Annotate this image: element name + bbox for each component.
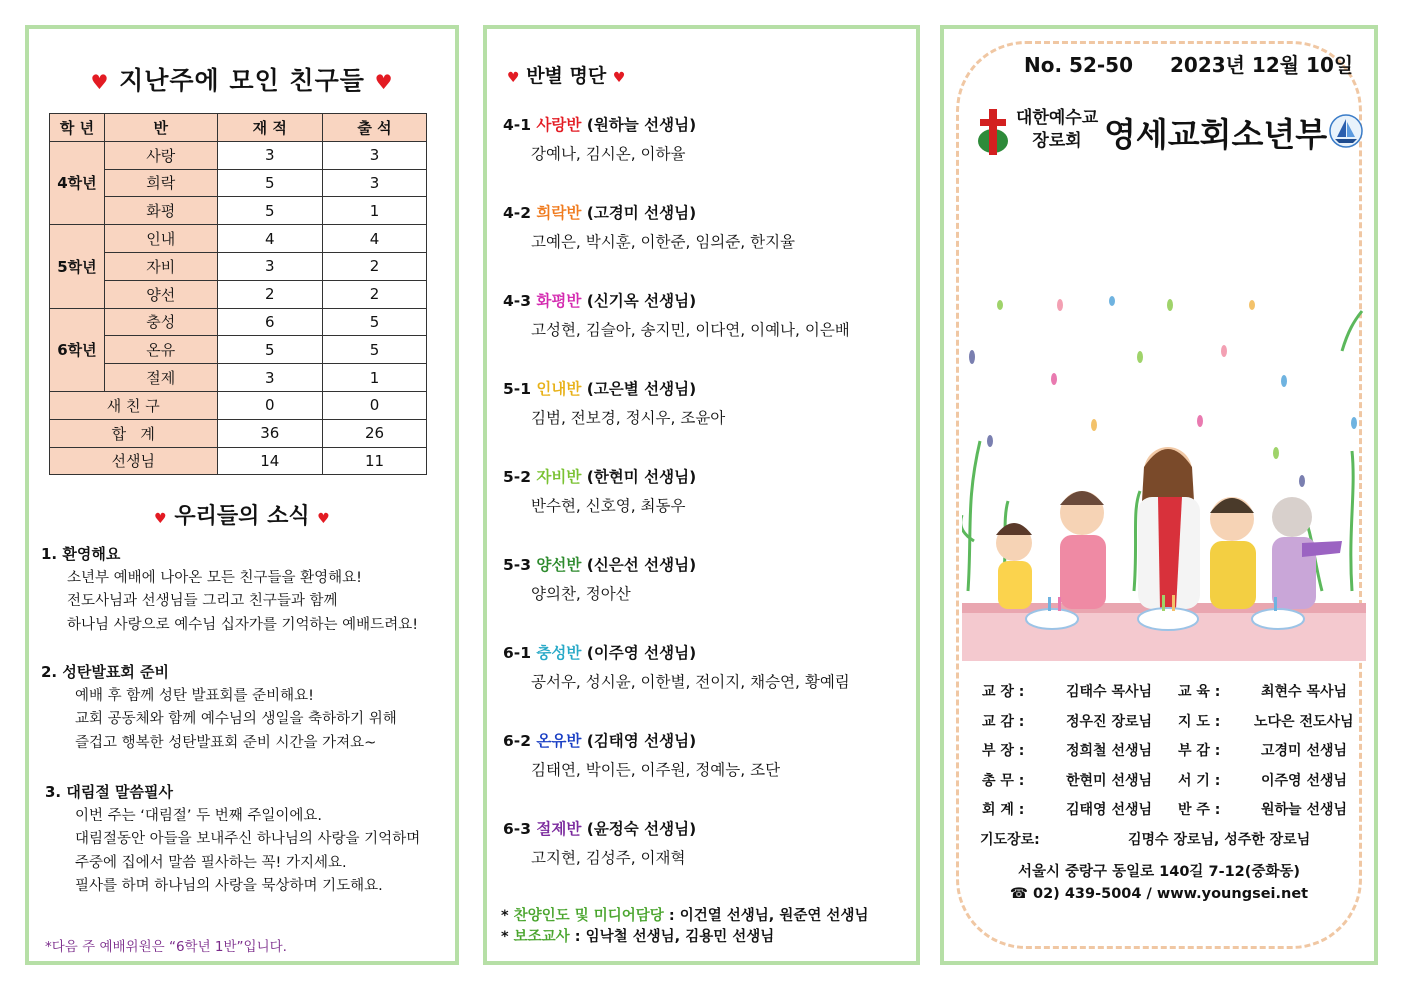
registered-cell: 36 — [217, 419, 323, 447]
table-row — [50, 141, 427, 169]
children-figures — [996, 447, 1342, 609]
class-teacher: (신기옥 선생님) — [586, 292, 697, 310]
registered-cell: 6 — [217, 308, 323, 336]
class-name: 인내반 — [536, 380, 582, 398]
heart-icon: ♥ — [612, 70, 626, 86]
class-teacher: (신은선 선생님) — [586, 556, 697, 574]
registered-cell: 3 — [217, 364, 323, 392]
class-block — [503, 113, 696, 164]
header-grade: 학 년 — [50, 114, 105, 142]
staff-role: 지 도 : — [1178, 713, 1221, 730]
attendance-table — [49, 113, 427, 475]
staff-row — [982, 799, 1357, 829]
registered-cell: 3 — [217, 252, 323, 280]
class-block — [503, 553, 696, 604]
attended-cell: 1 — [323, 364, 427, 392]
attended-cell: 0 — [323, 391, 427, 419]
class-members: 공서우, 성시윤, 이한별, 전이지, 채승연, 황예림 — [531, 673, 850, 691]
class-heading — [503, 641, 850, 663]
church-address: 서울시 중랑구 동일로 140길 7-12(중화동) — [1017, 864, 1301, 880]
class-members: 양의찬, 정아산 — [531, 585, 631, 603]
attended-cell: 3 — [323, 169, 427, 197]
staff-row — [982, 829, 1357, 859]
staff-name: 정우진 장로님 — [1066, 713, 1153, 730]
registered-cell: 0 — [217, 391, 323, 419]
table-header-row — [50, 114, 427, 142]
grade-cell: 6학년 — [50, 308, 105, 391]
class-members: 고성현, 김슬아, 송지민, 이다연, 이예나, 이은배 — [531, 321, 850, 339]
role-label: 보조교사 — [513, 929, 570, 945]
church-contact — [944, 861, 1374, 905]
prayer-elder-names: 김명수 장로님, 성주한 장로님 — [1128, 831, 1311, 848]
total-label-cell: 선생님 — [50, 447, 218, 475]
table-row — [50, 447, 427, 475]
attended-cell: 2 — [323, 280, 427, 308]
news-line: 필사를 하며 하나님의 사랑을 묵상하며 기도해요. — [75, 878, 383, 894]
class-teacher: (고경미 선생님) — [586, 204, 697, 222]
prayer-elder-label: 기도장로: — [980, 831, 1040, 848]
staff-name: 노다은 전도사님 — [1254, 713, 1354, 730]
registered-cell: 4 — [217, 225, 323, 253]
staff-role: 교 장 : — [982, 684, 1025, 700]
roster-title: 반별 명단 — [526, 65, 607, 87]
class-number: 5-3 — [503, 556, 532, 574]
news-line: 예배 후 함께 성탄 발표회를 준비해요! — [75, 687, 314, 704]
table-row — [50, 364, 427, 392]
church-cross-logo-icon — [976, 107, 1010, 157]
class-block — [503, 377, 725, 428]
news-title: 우리들의 소식 — [174, 504, 310, 529]
church-phone-web: ☎ 02) 439-5004 / www.youngsei.net — [1009, 886, 1309, 902]
staff-role: 교 육 : — [1178, 684, 1221, 700]
news-line: 전도사님과 선생님들 그리고 친구들과 함께 — [67, 593, 338, 609]
news-heading: 2. 성탄발표회 준비 — [41, 663, 170, 681]
heart-icon: ♥ — [374, 70, 394, 94]
heart-icon: ♥ — [507, 70, 520, 86]
staff-role: 부 장 : — [982, 743, 1025, 759]
class-number: 6-3 — [503, 820, 532, 838]
class-heading — [503, 113, 696, 135]
next-week-note: *다음 주 예배위원은 “6학년 1반”입니다. — [45, 939, 287, 955]
staff-name: 원하늘 선생님 — [1261, 802, 1348, 818]
class-number: 5-1 — [503, 380, 532, 398]
class-number: 4-3 — [503, 292, 532, 310]
role-value: : 임낙철 선생님, 김용민 선생님 — [574, 929, 775, 945]
news-heading: 1. 환영해요 — [41, 545, 121, 563]
registered-cell: 2 — [217, 280, 323, 308]
staff-row — [982, 740, 1357, 770]
header-attended: 출 석 — [323, 114, 427, 142]
staff-row — [982, 711, 1357, 741]
heart-icon: ♥ — [317, 511, 330, 527]
class-cell: 자비 — [104, 252, 217, 280]
staff-row — [982, 770, 1357, 800]
staff-role: 부 감 : — [1178, 743, 1221, 759]
denomination-line2: 장로회 — [1032, 131, 1082, 151]
attended-cell: 5 — [323, 336, 427, 364]
class-block — [503, 289, 850, 340]
registered-cell: 3 — [217, 141, 323, 169]
staff-name: 김태수 목사님 — [1066, 684, 1153, 700]
heart-icon: ♥ — [154, 511, 167, 527]
issue-number: No. 52-50 — [1024, 53, 1134, 77]
staff-name: 고경미 선생님 — [1261, 743, 1348, 759]
sailboat-logo-icon — [1328, 113, 1364, 149]
class-name: 사랑반 — [536, 116, 582, 134]
church-header — [972, 103, 1352, 163]
class-heading — [503, 377, 725, 399]
staff-role: 반 주 : — [1178, 802, 1221, 818]
table-row — [50, 225, 427, 253]
class-name: 자비반 — [536, 468, 582, 486]
class-cell: 양선 — [104, 280, 217, 308]
class-members: 김범, 전보경, 정시우, 조윤아 — [531, 409, 726, 427]
attended-cell: 3 — [323, 141, 427, 169]
table-row — [50, 197, 427, 225]
news-line: 대림절동안 아들을 보내주신 하나님의 사랑을 기억하며 — [75, 831, 421, 847]
attendance-title-row — [29, 61, 455, 97]
class-name: 양선반 — [536, 556, 582, 574]
news-item — [41, 543, 445, 637]
class-cell: 온유 — [104, 336, 217, 364]
news-line: 소년부 예배에 나아온 모든 친구들을 환영해요! — [67, 569, 362, 586]
registered-cell: 5 — [217, 197, 323, 225]
class-number: 6-2 — [503, 732, 532, 750]
grade-cell: 5학년 — [50, 225, 105, 308]
news-line: 이번 주는 ‘대림절’ 두 번째 주일이에요. — [75, 807, 322, 824]
denomination-line1: 대한예수교 — [1016, 108, 1099, 128]
news-line: 주중에 집에서 말씀 필사하는 꼭! 가지세요. — [75, 854, 347, 871]
table-row — [50, 308, 427, 336]
news-line: 하나님 사랑으로 예수님 십자가를 기억하는 예배드려요! — [67, 616, 419, 633]
registered-cell: 14 — [217, 447, 323, 475]
attended-cell: 26 — [323, 419, 427, 447]
class-block — [503, 641, 850, 692]
staff-name: 한현미 선생님 — [1066, 772, 1153, 789]
class-block — [503, 465, 696, 516]
attended-cell: 2 — [323, 252, 427, 280]
class-heading — [503, 465, 696, 487]
class-heading — [503, 553, 696, 575]
total-label-cell: 합 계 — [50, 419, 218, 447]
class-teacher: (이주영 선생님) — [586, 644, 697, 662]
header-registered: 재 적 — [217, 114, 323, 142]
class-name: 충성반 — [536, 644, 582, 662]
class-heading — [503, 289, 850, 311]
denomination — [1016, 107, 1098, 153]
staff-role: 교 감 : — [982, 713, 1025, 730]
class-block — [503, 201, 795, 252]
cover-panel — [940, 25, 1378, 965]
class-number: 4-1 — [503, 116, 532, 134]
class-cell: 화평 — [104, 197, 217, 225]
class-heading — [503, 201, 795, 223]
class-members: 강예나, 김시온, 이하율 — [531, 145, 686, 163]
christmas-celebration-illustration — [962, 291, 1366, 661]
news-item — [41, 661, 445, 755]
class-heading — [503, 817, 696, 839]
class-teacher: (윤정숙 선생님) — [586, 820, 697, 838]
class-cell: 충성 — [104, 308, 217, 336]
class-heading — [503, 729, 780, 751]
attended-cell: 1 — [323, 197, 427, 225]
staff-role: 서 기 : — [1178, 772, 1221, 789]
news-heading: 3. 대림절 말씀필사 — [45, 783, 174, 801]
staff-role: 회 계 : — [982, 802, 1025, 818]
staff-name: 정희철 선생님 — [1066, 743, 1153, 759]
staff-directory — [982, 681, 1357, 858]
staff-row — [982, 681, 1357, 711]
news-line: 교회 공동체와 함께 예수님의 생일을 축하하기 위해 — [75, 711, 397, 727]
class-name: 절제반 — [536, 820, 582, 838]
staff-name: 김태영 선생님 — [1066, 802, 1153, 818]
heart-icon: ♥ — [90, 70, 110, 94]
class-name: 온유반 — [536, 732, 582, 750]
class-members: 반수현, 신호영, 최동우 — [531, 497, 686, 515]
class-teacher: (고은별 선생님) — [586, 380, 697, 398]
registered-cell: 5 — [217, 336, 323, 364]
class-teacher: (한현미 선생님) — [586, 468, 697, 486]
class-block — [503, 817, 696, 868]
class-members: 고지현, 김성주, 이재혁 — [531, 849, 686, 867]
class-members: 고예은, 박시훈, 이한준, 임의준, 한지율 — [531, 233, 796, 251]
class-cell: 절제 — [104, 364, 217, 392]
attendance-title: 지난주에 모인 친구들 — [119, 66, 365, 95]
roster-footer-line: * 찬양인도 및 미디어담당 : 이건열 선생님, 원준연 선생님 — [501, 908, 869, 924]
issue-date: 2023년 12월 10일 — [1169, 53, 1354, 77]
staff-name: 이주영 선생님 — [1261, 772, 1348, 789]
table-row — [50, 280, 427, 308]
header-class: 반 — [104, 114, 217, 142]
table-row — [50, 419, 427, 447]
attendance-panel — [25, 25, 459, 965]
table-row — [50, 252, 427, 280]
registered-cell: 5 — [217, 169, 323, 197]
class-teacher: (원하늘 선생님) — [586, 116, 697, 134]
class-number: 5-2 — [503, 468, 532, 486]
role-value: : 이건열 선생님, 원준연 선생님 — [668, 908, 869, 924]
class-cell: 희락 — [104, 169, 217, 197]
class-teacher: (김태영 선생님) — [586, 732, 697, 750]
grade-cell: 4학년 — [50, 141, 105, 224]
roster-title-row — [507, 61, 625, 88]
class-cell: 인내 — [104, 225, 217, 253]
attended-cell: 5 — [323, 308, 427, 336]
attended-cell: 4 — [323, 225, 427, 253]
class-block — [503, 729, 780, 780]
table-row — [50, 391, 427, 419]
class-number: 6-1 — [503, 644, 532, 662]
table-row — [50, 336, 427, 364]
class-roster-panel — [483, 25, 920, 965]
class-cell: 사랑 — [104, 141, 217, 169]
news-line: 즐겁고 행복한 성탄발표회 준비 시간을 가져요~ — [75, 734, 377, 751]
class-name: 화평반 — [536, 292, 582, 310]
role-label: 찬양인도 및 미디어담당 — [513, 908, 664, 924]
news-item — [41, 781, 445, 899]
roster-footer — [501, 906, 868, 948]
class-name: 희락반 — [536, 204, 582, 222]
roster-footer-line: * 보조교사 : 임낙철 선생님, 김용민 선생님 — [501, 929, 775, 945]
church-name: 영세교회소년부 — [1104, 115, 1328, 154]
staff-name: 최현수 목사님 — [1261, 684, 1348, 700]
class-members: 김태연, 박이든, 이주원, 정예능, 조단 — [531, 761, 781, 779]
total-label-cell: 새 친 구 — [50, 391, 218, 419]
staff-role: 총 무 : — [982, 772, 1025, 789]
issue-header — [1024, 49, 1383, 78]
table-row — [50, 169, 427, 197]
attended-cell: 11 — [323, 447, 427, 475]
class-number: 4-2 — [503, 204, 532, 222]
news-title-row — [29, 499, 455, 530]
